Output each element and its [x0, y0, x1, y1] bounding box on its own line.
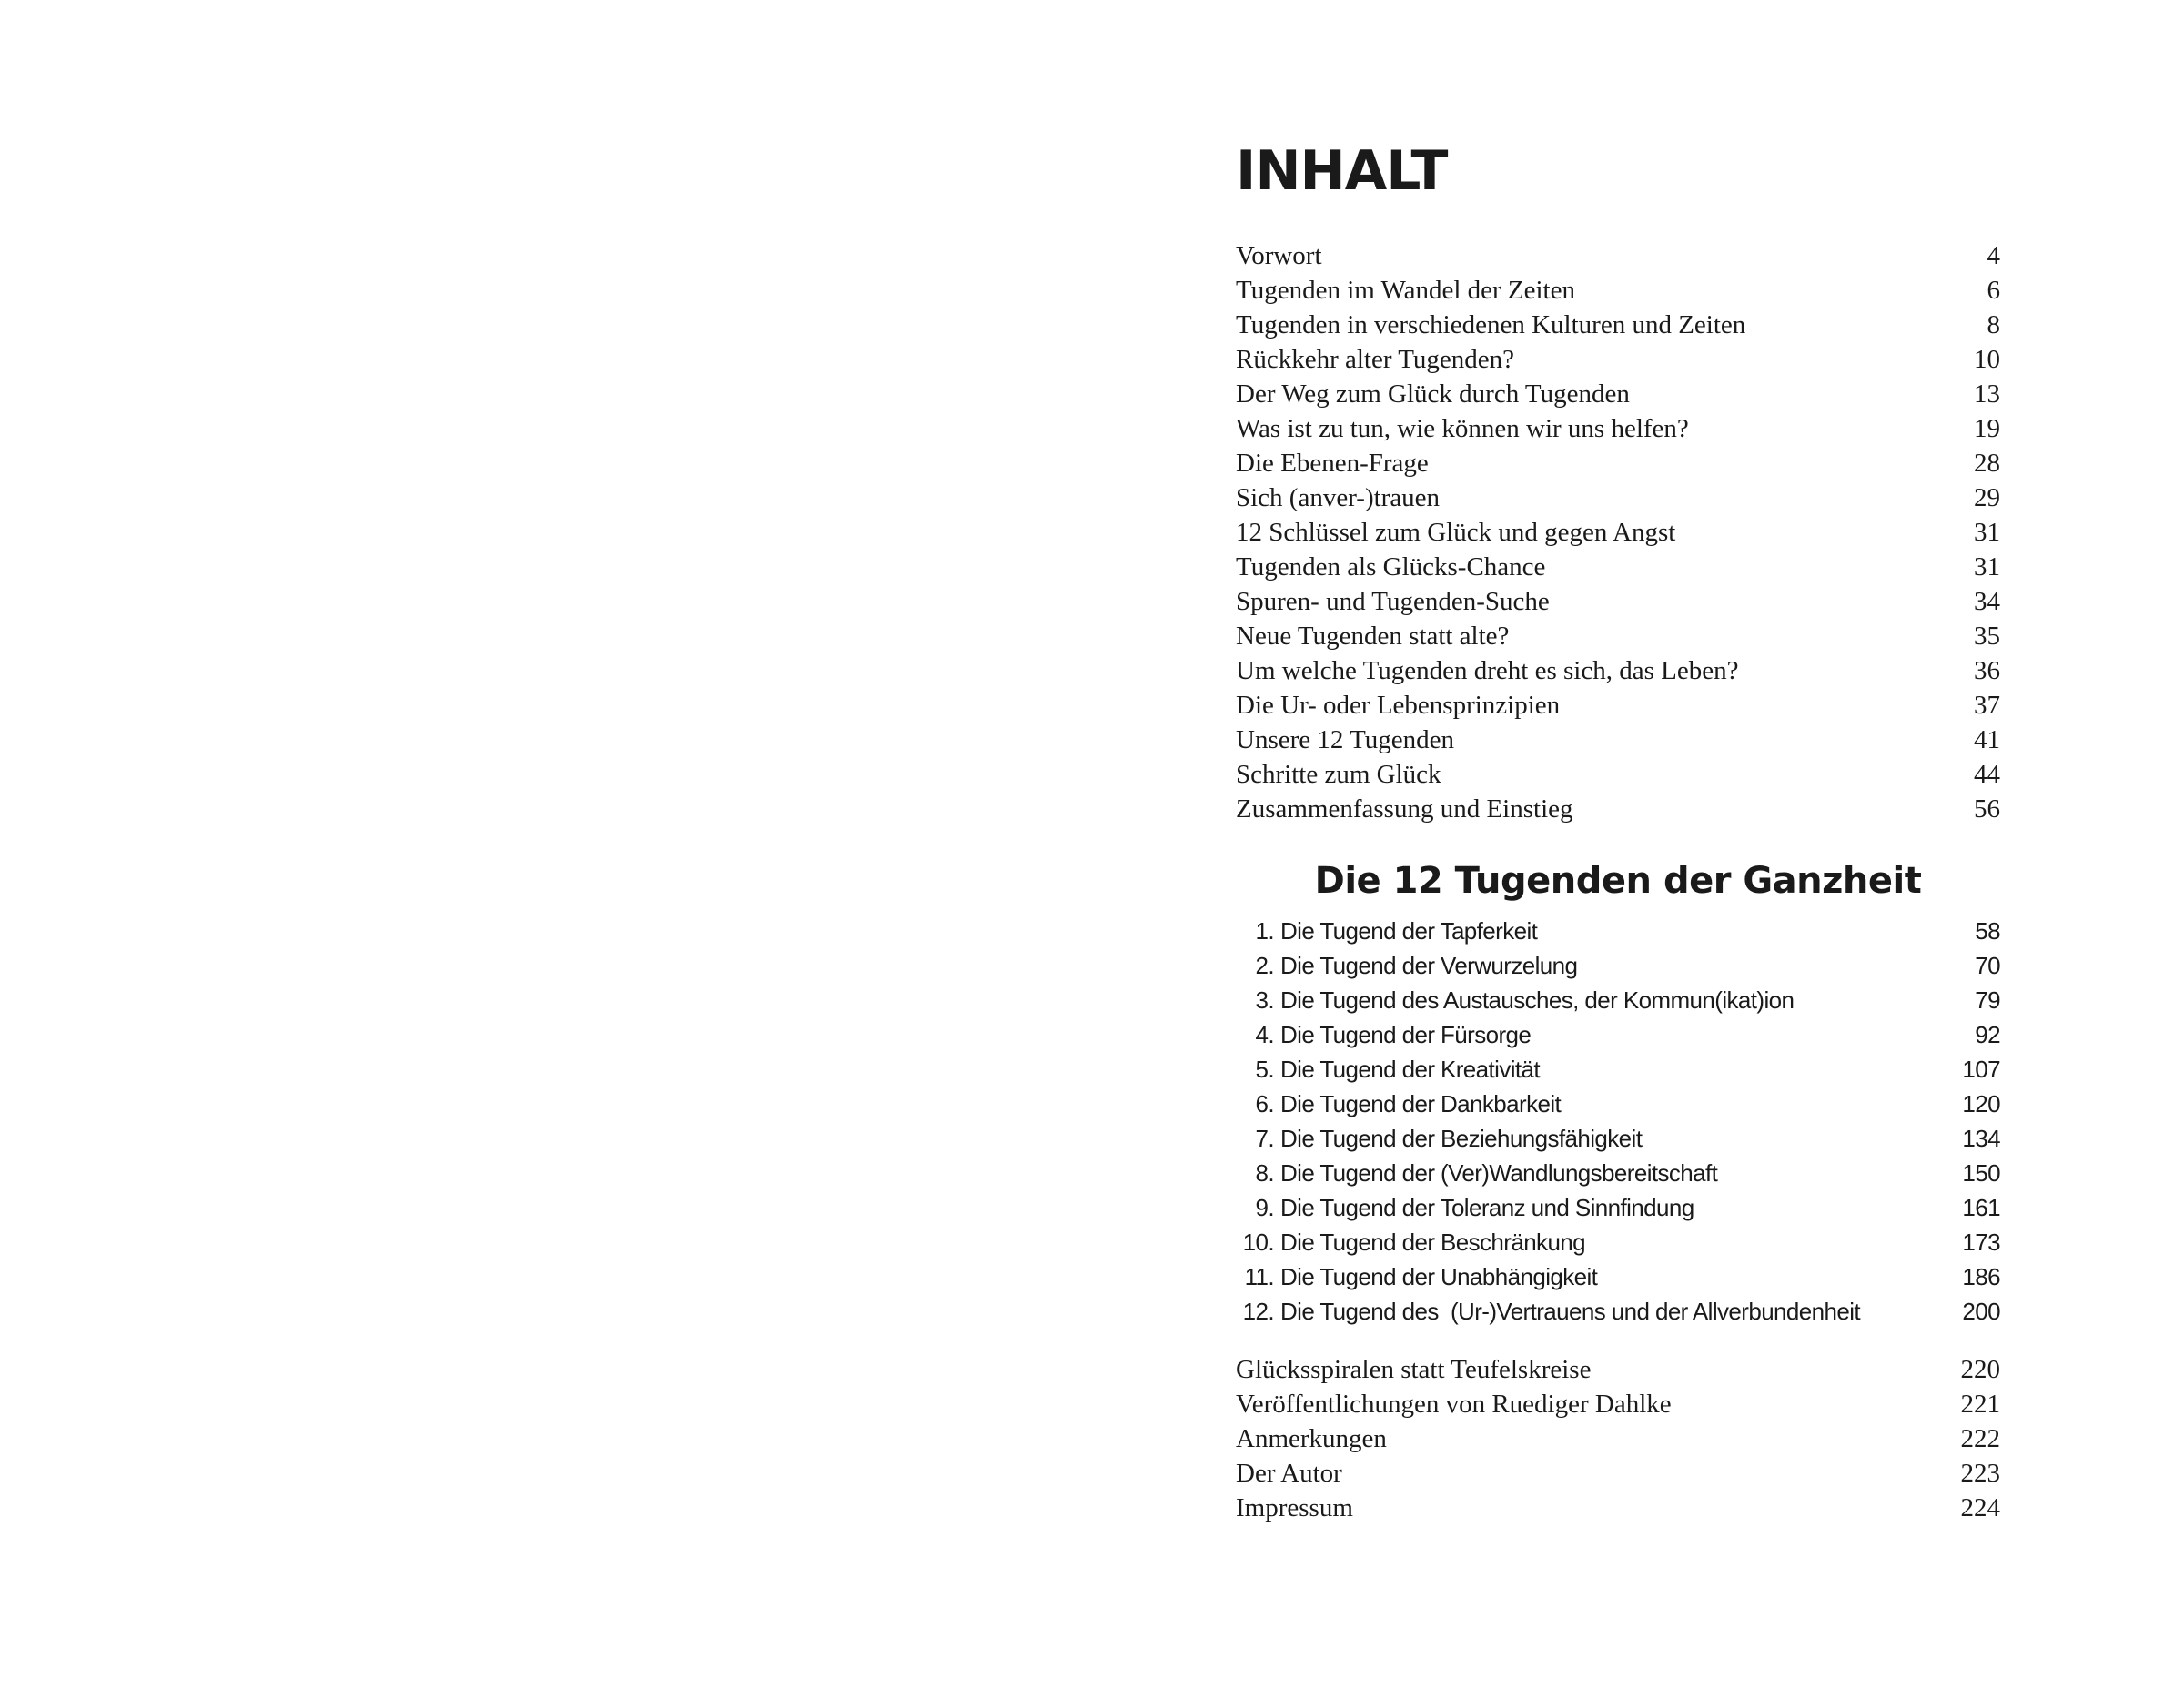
toc-entry-page: 107 [1962, 1056, 2000, 1083]
toc-entry-label [1236, 1017, 1531, 1052]
toc-entry-page: 56 [1974, 794, 2000, 824]
toc-entry [1236, 1190, 2000, 1225]
toc-entry [1236, 273, 2000, 308]
toc-entry-label: Zusammenfassung und Einstieg [1236, 794, 1573, 824]
toc-entry [1236, 480, 2000, 515]
toc-entry-number: 3. [1255, 986, 1274, 1014]
toc-entry-page: 31 [1974, 518, 2000, 547]
closing-entries [1236, 1352, 2000, 1525]
toc-entry-number: 7. [1255, 1125, 1274, 1152]
toc-entry-page: 173 [1962, 1229, 2000, 1256]
toc-entry [1236, 1052, 2000, 1087]
toc-entry [1236, 377, 2000, 411]
toc-entry [1236, 411, 2000, 446]
toc-entry [1236, 1156, 2000, 1190]
toc-entry-label: Spuren- und Tugenden-Suche [1236, 587, 1550, 616]
virtue-entries [1236, 914, 2000, 1329]
toc-entry-page: 10 [1974, 345, 2000, 374]
toc-entry-text: Die Tugend der Tapferkeit [1280, 917, 1538, 945]
toc-entry-number: 2. [1255, 952, 1274, 979]
toc-entry-label: Der Weg zum Glück durch Tugenden [1236, 379, 1630, 409]
toc-entry-label [1236, 983, 1794, 1017]
toc-entry-page: 223 [1960, 1459, 2000, 1488]
toc-entry-label: Was ist zu tun, wie können wir uns helfen? [1236, 414, 1689, 443]
toc-entry-page: 8 [1987, 310, 2000, 339]
toc-entry-page: 19 [1974, 414, 2000, 443]
toc-entry [1236, 792, 2000, 826]
toc-entry-page: 79 [1975, 986, 2000, 1014]
toc-entry [1236, 1456, 2000, 1491]
toc-entry [1236, 1294, 2000, 1329]
toc-entry [1236, 446, 2000, 480]
toc-entry-page: 150 [1962, 1159, 2000, 1187]
toc-entry-text: Die Tugend der (Ver)Wandlungsbereitschaft [1280, 1159, 1718, 1187]
toc-entry-label [1236, 948, 1577, 983]
toc-entry-number: 6. [1255, 1090, 1274, 1117]
toc-entry-page: 70 [1975, 952, 2000, 979]
toc-entry-label: Um welche Tugenden dreht es sich, das Leben? [1236, 656, 1739, 685]
toc-entry-label [1236, 1052, 1540, 1087]
toc-entry [1236, 723, 2000, 757]
toc-entry-page: 28 [1974, 449, 2000, 478]
toc-entry-label: Neue Tugenden statt alte? [1236, 622, 1510, 651]
toc-entry-number: 12. [1242, 1298, 1274, 1325]
toc-entry [1236, 308, 2000, 342]
toc-entry [1236, 1387, 2000, 1421]
toc-entry-number: 11. [1244, 1263, 1274, 1290]
toc-entry-label [1236, 1087, 1561, 1121]
toc-entry-text: Die Tugend der Verwurzelung [1280, 952, 1578, 979]
section-heading: Die 12 Tugenden der Ganzheit [1314, 860, 1922, 902]
toc-entry-label [1236, 1156, 1717, 1190]
toc-entry-text: Die Tugend der Beziehungsfähigkeit [1280, 1125, 1643, 1152]
toc-entry-label: Glücksspiralen statt Teufelskreise [1236, 1355, 1592, 1384]
toc-entry-page: 36 [1974, 656, 2000, 685]
toc-entry-number: 5. [1255, 1056, 1274, 1083]
toc-entry [1236, 584, 2000, 619]
toc-entry-label [1236, 1190, 1694, 1225]
toc-entry-page: 44 [1974, 760, 2000, 789]
toc-entry [1236, 1087, 2000, 1121]
toc-entry [1236, 1491, 2000, 1525]
toc-entry-label: 12 Schlüssel zum Glück und gegen Angst [1236, 518, 1676, 547]
toc-entry-page: 200 [1962, 1298, 2000, 1325]
toc-entry-page: 186 [1962, 1263, 2000, 1290]
toc-entry [1236, 238, 2000, 273]
toc-entry-text: Die Tugend des Austausches, der Kommun(ikat)ion [1280, 986, 1795, 1014]
toc-entry-label [1236, 1259, 1597, 1294]
toc-entry [1236, 688, 2000, 723]
toc-entry-label: Sich (anver-)trauen [1236, 483, 1441, 512]
toc-entry-label [1236, 1294, 1860, 1329]
toc-entry-page: 37 [1974, 691, 2000, 720]
toc-entry [1236, 1352, 2000, 1387]
toc-entry-label: Tugenden im Wandel der Zeiten [1236, 276, 1575, 305]
toc-entry-page: 13 [1974, 379, 2000, 409]
toc-entry-label: Vorwort [1236, 241, 1322, 270]
toc-entry [1236, 914, 2000, 948]
toc-entry-page: 92 [1975, 1021, 2000, 1048]
toc-entry-label [1236, 1121, 1642, 1156]
toc-entry-label: Tugenden in verschiedenen Kulturen und Zeiten [1236, 310, 1746, 339]
toc-entry-text: Die Tugend der Toleranz und Sinnfindung [1280, 1194, 1694, 1221]
toc-entry-page: 4 [1987, 241, 2000, 270]
toc-entry-number: 1. [1255, 917, 1274, 945]
toc-entry-number: 8. [1255, 1159, 1274, 1187]
toc-entry-label: Tugenden als Glücks-Chance [1236, 552, 1546, 582]
toc-entry [1236, 515, 2000, 550]
toc-entry [1236, 1225, 2000, 1259]
toc-entry-page: 29 [1974, 483, 2000, 512]
toc-entry-label [1236, 914, 1537, 948]
toc-entry-text: Die Tugend der Dankbarkeit [1280, 1090, 1562, 1117]
toc-entry [1236, 619, 2000, 653]
toc-entry-page: 41 [1974, 725, 2000, 754]
toc-entry-text: Die Tugend der Fürsorge [1280, 1021, 1532, 1048]
toc-entry-number: 9. [1255, 1194, 1274, 1221]
toc-entry-page: 34 [1974, 587, 2000, 616]
toc-entry-page: 58 [1975, 917, 2000, 945]
toc-entry-page: 134 [1962, 1125, 2000, 1152]
toc-entry-page: 222 [1960, 1424, 2000, 1453]
toc-entry [1236, 948, 2000, 983]
toc-entry [1236, 1421, 2000, 1456]
toc-entry-page: 6 [1987, 276, 2000, 305]
toc-entry-page: 220 [1960, 1355, 2000, 1384]
toc-entry-number: 10. [1242, 1229, 1274, 1256]
toc-entry [1236, 983, 2000, 1017]
toc-entry-page: 120 [1962, 1090, 2000, 1117]
toc-entry [1236, 1121, 2000, 1156]
toc-entry-text: Die Tugend der Kreativität [1280, 1056, 1541, 1083]
toc-entry-label: Anmerkungen [1236, 1424, 1387, 1453]
toc-entry-label: Unsere 12 Tugenden [1236, 725, 1455, 754]
toc-entry-text: Die Tugend der Unabhängigkeit [1280, 1263, 1598, 1290]
toc-entry-page: 161 [1962, 1194, 2000, 1221]
toc-title: INHALT [1236, 139, 1448, 203]
toc-entry-label: Rückkehr alter Tugenden? [1236, 345, 1515, 374]
toc-entry [1236, 757, 2000, 792]
toc-entry-label: Schritte zum Glück [1236, 760, 1441, 789]
toc-entry [1236, 1017, 2000, 1052]
toc-entry-label: Die Ur- oder Lebensprinzipien [1236, 691, 1561, 720]
toc-entry-text: Die Tugend des (Ur-)Vertrauens und der Allverbundenheit [1280, 1298, 1861, 1325]
toc-entry-page: 221 [1960, 1390, 2000, 1419]
toc-entry-label: Der Autor [1236, 1459, 1342, 1488]
toc-entry-label: Veröffentlichungen von Ruediger Dahlke [1236, 1390, 1672, 1419]
toc-entry [1236, 1259, 2000, 1294]
toc-entry-number: 4. [1255, 1021, 1274, 1048]
toc-entry-label: Impressum [1236, 1493, 1353, 1522]
toc-entry-text: Die Tugend der Beschränkung [1280, 1229, 1586, 1256]
toc-entry [1236, 653, 2000, 688]
toc-entry-page: 31 [1974, 552, 2000, 582]
toc-entry-page: 35 [1974, 622, 2000, 651]
intro-entries [1236, 238, 2000, 826]
toc-entry-page: 224 [1960, 1493, 2000, 1522]
toc-entry [1236, 342, 2000, 377]
toc-entry-label: Die Ebenen-Frage [1236, 449, 1429, 478]
toc-entry-label [1236, 1225, 1585, 1259]
toc-entry [1236, 550, 2000, 584]
